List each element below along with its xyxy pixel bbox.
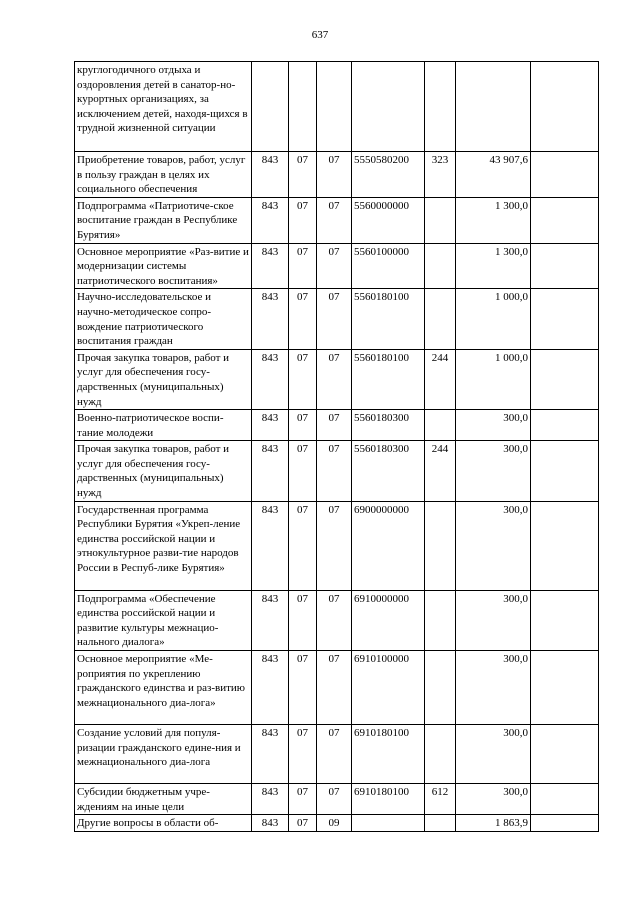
cell-rz: 07 bbox=[289, 197, 317, 243]
cell-ved: 843 bbox=[252, 590, 289, 650]
cell-rz: 07 bbox=[289, 590, 317, 650]
cell-pr: 09 bbox=[317, 815, 352, 832]
cell-empty bbox=[531, 651, 599, 725]
table-row bbox=[75, 651, 599, 725]
cell-sum: 1 000,0 bbox=[456, 289, 531, 349]
cell-empty bbox=[531, 152, 599, 198]
table-row bbox=[75, 501, 599, 590]
cell-empty bbox=[531, 410, 599, 441]
cell-ved: 843 bbox=[252, 289, 289, 349]
cell-name: Создание условий для популя-ризации гражданского едине-ния и межнационального диа-лога bbox=[75, 725, 252, 784]
cell-pr: 07 bbox=[317, 197, 352, 243]
cell-pr: 07 bbox=[317, 349, 352, 409]
cell-empty bbox=[531, 197, 599, 243]
cell-rz: 07 bbox=[289, 784, 317, 815]
table-row bbox=[75, 784, 599, 815]
cell-name: Военно-патриотическое воспи-тание молодежи bbox=[75, 410, 252, 441]
cell-sum: 1 300,0 bbox=[456, 243, 531, 289]
cell-pr: 07 bbox=[317, 501, 352, 590]
cell-name: Государственная программа Республики Бурятия «Укреп-ление единства российской нации и этнокультурное разви-тие народов России в Респуб-лике Бурятия» bbox=[75, 501, 252, 590]
cell-vr: 244 bbox=[425, 441, 456, 501]
cell-rz: 07 bbox=[289, 815, 317, 832]
cell-pr: 07 bbox=[317, 784, 352, 815]
cell-rz: 07 bbox=[289, 289, 317, 349]
cell-name: Приобретение товаров, работ, услуг в пользу граждан в целях их социального обеспечения bbox=[75, 152, 252, 198]
cell-name: Подпрограмма «Обеспечение единства российской нации и развитие культуры межнацио-нального диалога» bbox=[75, 590, 252, 650]
cell-rz: 07 bbox=[289, 651, 317, 725]
cell-csr: 5560180100 bbox=[352, 289, 425, 349]
cell-empty bbox=[531, 289, 599, 349]
cell-vr bbox=[425, 243, 456, 289]
cell-vr bbox=[425, 501, 456, 590]
cell-vr: 323 bbox=[425, 152, 456, 198]
cell-ved: 843 bbox=[252, 243, 289, 289]
cell-pr: 07 bbox=[317, 289, 352, 349]
cell-csr: 5560180300 bbox=[352, 410, 425, 441]
cell-sum bbox=[456, 62, 531, 152]
table-row bbox=[75, 441, 599, 501]
cell-sum: 300,0 bbox=[456, 410, 531, 441]
cell-pr: 07 bbox=[317, 725, 352, 784]
cell-vr bbox=[425, 289, 456, 349]
cell-empty bbox=[531, 441, 599, 501]
table-row bbox=[75, 815, 599, 832]
table-row bbox=[75, 590, 599, 650]
cell-pr: 07 bbox=[317, 441, 352, 501]
cell-vr bbox=[425, 410, 456, 441]
cell-pr: 07 bbox=[317, 410, 352, 441]
cell-name: Субсидии бюджетным учре-ждениям на иные цели bbox=[75, 784, 252, 815]
cell-pr: 07 bbox=[317, 243, 352, 289]
table-row bbox=[75, 62, 599, 152]
cell-name: Прочая закупка товаров, работ и услуг для обеспечения госу-дарственных (муниципальных) нужд bbox=[75, 349, 252, 409]
cell-csr: 6900000000 bbox=[352, 501, 425, 590]
cell-sum: 43 907,6 bbox=[456, 152, 531, 198]
cell-ved: 843 bbox=[252, 349, 289, 409]
cell-sum: 1 300,0 bbox=[456, 197, 531, 243]
table-row bbox=[75, 197, 599, 243]
cell-vr: 244 bbox=[425, 349, 456, 409]
cell-rz: 07 bbox=[289, 410, 317, 441]
table-row bbox=[75, 349, 599, 409]
cell-rz bbox=[289, 62, 317, 152]
cell-csr: 5560000000 bbox=[352, 197, 425, 243]
cell-csr bbox=[352, 815, 425, 832]
table-row bbox=[75, 152, 599, 198]
cell-rz: 07 bbox=[289, 243, 317, 289]
cell-empty bbox=[531, 784, 599, 815]
cell-csr: 5560180300 bbox=[352, 441, 425, 501]
cell-sum: 1 863,9 bbox=[456, 815, 531, 832]
cell-name: Другие вопросы в области об- bbox=[75, 815, 252, 832]
cell-ved: 843 bbox=[252, 815, 289, 832]
cell-name: круглогодичного отдыха и оздоровления детей в санатор-но-курортных организациях, за исключением детей, находя-щихся в трудной жизненной ситуации bbox=[75, 62, 252, 152]
cell-csr bbox=[352, 62, 425, 152]
cell-csr: 5550580200 bbox=[352, 152, 425, 198]
cell-vr bbox=[425, 651, 456, 725]
cell-rz: 07 bbox=[289, 441, 317, 501]
cell-ved: 843 bbox=[252, 501, 289, 590]
table-row bbox=[75, 410, 599, 441]
cell-pr: 07 bbox=[317, 152, 352, 198]
cell-sum: 300,0 bbox=[456, 784, 531, 815]
cell-csr: 5560180100 bbox=[352, 349, 425, 409]
cell-ved: 843 bbox=[252, 441, 289, 501]
cell-sum: 300,0 bbox=[456, 441, 531, 501]
cell-csr: 5560100000 bbox=[352, 243, 425, 289]
cell-sum: 300,0 bbox=[456, 590, 531, 650]
cell-pr: 07 bbox=[317, 651, 352, 725]
cell-csr: 6910180100 bbox=[352, 784, 425, 815]
cell-vr bbox=[425, 590, 456, 650]
table-row bbox=[75, 243, 599, 289]
cell-csr: 6910100000 bbox=[352, 651, 425, 725]
cell-empty bbox=[531, 725, 599, 784]
cell-rz: 07 bbox=[289, 501, 317, 590]
cell-rz: 07 bbox=[289, 349, 317, 409]
cell-ved: 843 bbox=[252, 197, 289, 243]
cell-rz: 07 bbox=[289, 152, 317, 198]
table-row bbox=[75, 289, 599, 349]
cell-rz: 07 bbox=[289, 725, 317, 784]
cell-pr: 07 bbox=[317, 590, 352, 650]
cell-ved bbox=[252, 62, 289, 152]
cell-ved: 843 bbox=[252, 651, 289, 725]
cell-vr bbox=[425, 197, 456, 243]
cell-pr bbox=[317, 62, 352, 152]
cell-name: Основное мероприятие «Ме-роприятия по укреплению гражданского единства и раз-витию межнационального диа-лога» bbox=[75, 651, 252, 725]
page-number: 637 bbox=[311, 29, 329, 41]
cell-vr bbox=[425, 815, 456, 832]
cell-ved: 843 bbox=[252, 410, 289, 441]
cell-empty bbox=[531, 62, 599, 152]
cell-csr: 6910000000 bbox=[352, 590, 425, 650]
cell-vr bbox=[425, 62, 456, 152]
cell-ved: 843 bbox=[252, 784, 289, 815]
cell-empty bbox=[531, 349, 599, 409]
cell-empty bbox=[531, 501, 599, 590]
cell-empty bbox=[531, 243, 599, 289]
cell-ved: 843 bbox=[252, 725, 289, 784]
cell-sum: 1 000,0 bbox=[456, 349, 531, 409]
cell-empty bbox=[531, 590, 599, 650]
cell-vr bbox=[425, 725, 456, 784]
cell-name: Основное мероприятие «Раз-витие и модернизации системы патриотического воспитания» bbox=[75, 243, 252, 289]
cell-name: Подпрограмма «Патриотиче-ское воспитание граждан в Республике Бурятия» bbox=[75, 197, 252, 243]
cell-ved: 843 bbox=[252, 152, 289, 198]
cell-vr: 612 bbox=[425, 784, 456, 815]
cell-name: Прочая закупка товаров, работ и услуг для обеспечения госу-дарственных (муниципальных) нужд bbox=[75, 441, 252, 501]
cell-csr: 6910180100 bbox=[352, 725, 425, 784]
cell-sum: 300,0 bbox=[456, 501, 531, 590]
cell-empty bbox=[531, 815, 599, 832]
cell-sum: 300,0 bbox=[456, 725, 531, 784]
cell-name: Научно-исследовательское и научно-методическое сопро-вождение патриотического воспитания граждан bbox=[75, 289, 252, 349]
cell-sum: 300,0 bbox=[456, 651, 531, 725]
table-row bbox=[75, 725, 599, 784]
budget-table bbox=[74, 61, 599, 832]
